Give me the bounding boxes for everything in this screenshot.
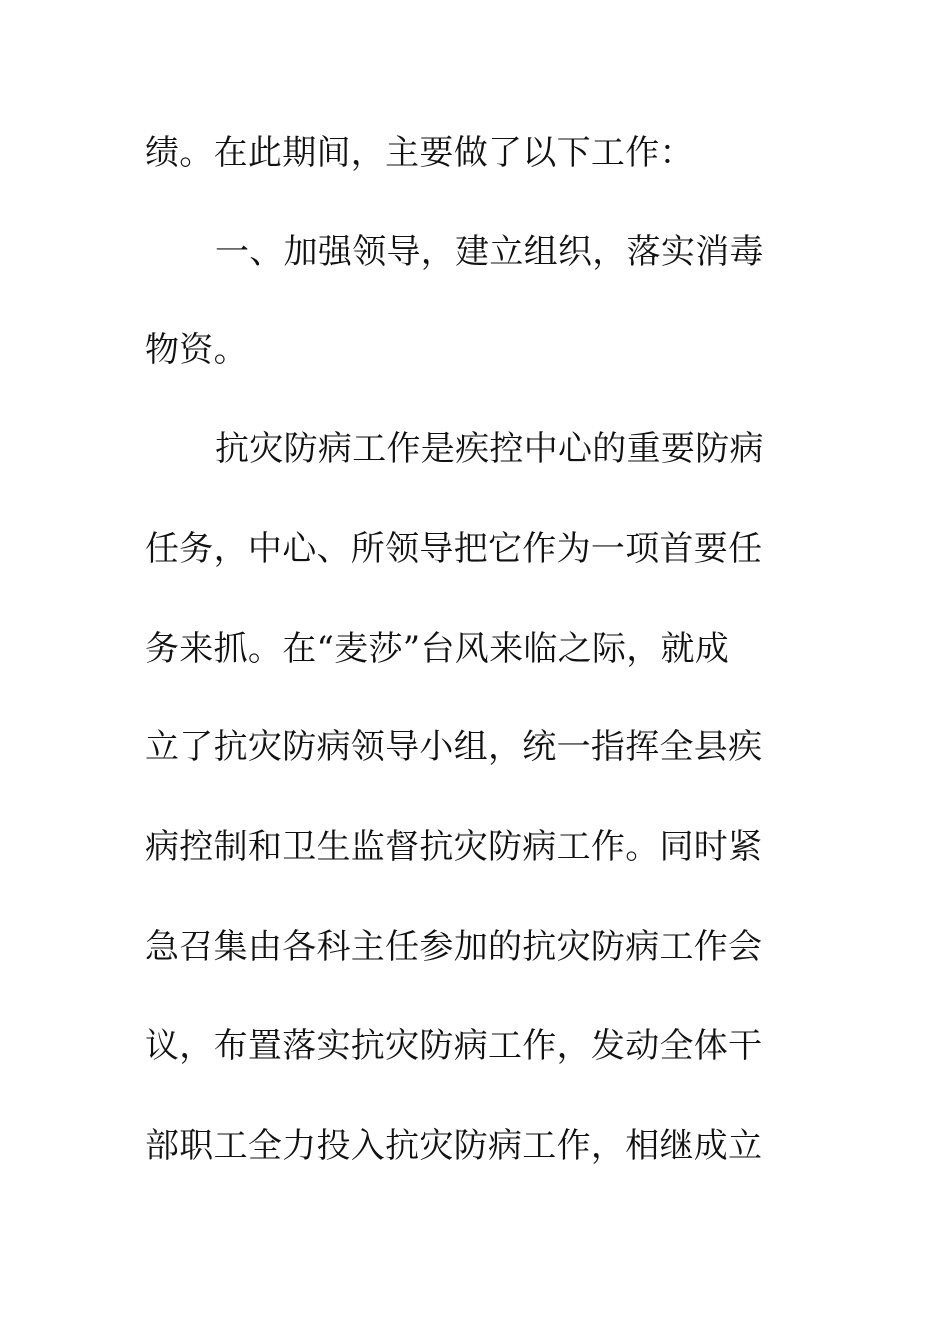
paragraph-line: 急召集由各科主任参加的抗灾防病工作会	[145, 927, 763, 967]
paragraph-line: 绩。在此期间，主要做了以下工作：	[145, 133, 694, 173]
paragraph-line: 任务，中心、所领导把它作为一项首要任	[145, 529, 763, 569]
paragraph-line: 议，布置落实抗灾防病工作，发动全体干	[145, 1026, 763, 1066]
paragraph-line: 抗灾防病工作是疾控中心的重要防病	[215, 429, 764, 469]
section-heading-line: 一、加强领导，建立组织，落实消毒	[215, 232, 764, 272]
paragraph-line: 病控制和卫生监督抗灾防病工作。同时紧	[145, 827, 763, 867]
section-heading-line: 物资。	[145, 330, 248, 370]
paragraph-line: 立了抗灾防病领导小组，统一指挥全县疾	[145, 727, 763, 767]
paragraph-line: 部职工全力投入抗灾防病工作，相继成立	[145, 1126, 763, 1166]
paragraph-line: 务来抓。在“麦莎”台风来临之际，就成	[145, 629, 730, 669]
